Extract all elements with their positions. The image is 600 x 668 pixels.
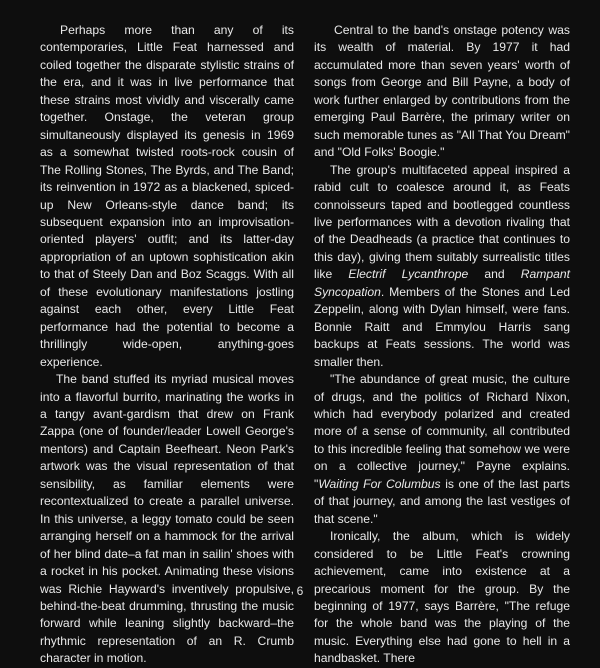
album-title-waiting-for-columbus: Waiting For Columbus: [318, 476, 441, 491]
bootleg-title-electrif-lycanthrope: Electrif Lycanthrope: [348, 267, 469, 282]
right-paragraph-1: Central to the band's onstage potency was its wealth of material. By 1977 it had accumulated more than seven years' worth of songs from George and Bill Payne, a body of work further enlarged by contributions from the emerging Paul Barrère, the primary writer on such memorable tunes as "All That You Dream" and "Old Folks' Boogie.": [314, 23, 570, 160]
right-paragraph-4: Ironically, the album, which is widely considered to be Little Feat's crowning achievement, came into existence at a precarious moment for the group. By the beginning of 1977, says Barrère, "The refuge for the whole band was the playing of the music. Everything else had gone to hell in a handbasket. There: [314, 529, 570, 666]
left-paragraph-1: Perhaps more than any of its contemporaries, Little Feat harnessed and coiled together the disparate stylistic strains of the era, and it was in live performance that these strains most vividly and viscerally came together. Onstage, the veteran group simultaneously displayed its genesis in 1969 as a somewhat twisted roots-rock cousin of The Rolling Stones, The Byrds, and The Band; its reinvention in 1972 as a blackened, spiced-up New Orleans-style dance band; its subsequent expansion into an improvisation-oriented players' outfit; and its latter-day appropriation of an uptown sophistication akin to that of Steely Dan and Boz Scaggs. With all of these evolutionary manifestations jostling against each other, every Little Feat performance had the potential to become a thrillingly wide-open, anything-goes experience.: [40, 23, 294, 369]
right-text-column: [314, 22, 570, 668]
right-paragraph-2: [314, 162, 570, 371]
left-paragraph-2: The band stuffed its myriad musical moves into a flavorful burrito, marinating the works in a tangy avant-gardism that drew on Frank Zappa (one of founder/leader Lowell George's mentors) and Captain Beefheart. Neon Park's artwork was the visual representation of that sensibility, as familiar elements were recontextualized to create a parallel universe. In this universe, a leggy tomato could be seen arranging herself on a hammock for the arrival of her blind date–a fat man in sailin' shoes with a rocket in his pocket. Animating these visions was Richie Hayward's inventively propulsive, behind-the-beat drumming, thrusting the music forward while leaning slightly backward–the rhythmic representation of an R. Crumb character in motion.: [40, 372, 294, 666]
right-paragraph-2-and: and: [468, 267, 521, 282]
page-number: 6: [296, 584, 304, 598]
right-paragraph-2-text-b: . Members of the Stones and Led Zeppelin, along with Dylan himself, were fans. Bonnie Raitt and Emmylou Harris sang backups at Feats sessions. The world was smaller then.: [314, 284, 570, 369]
right-paragraph-3: [314, 371, 570, 528]
right-paragraph-2-text-a: The group's multifaceted appeal inspired a rabid cult to coalesce around it, as Feats connoisseurs taped and bootlegged countless live performances with a devotion rivaling that of the Deadheads (a practice that continues to this day), giving them suitably surrealistic titles like: [314, 162, 570, 282]
right-paragraph-3-text-b: is one of the last parts of that journey, and among the last vestiges of that scene.": [314, 476, 570, 526]
bootleg-title-rampant-syncopation: Rampant Syncopation: [314, 267, 570, 299]
right-paragraph-3-text-a: "The abundance of great music, the culture of drugs, and the politics of Richard Nixon, which had everybody polarized and created more of a sense of community, all contributed to this incredible feeling that somehow we were on a collective journey," Payne explains. ": [314, 372, 570, 491]
left-text-column: [40, 22, 294, 668]
